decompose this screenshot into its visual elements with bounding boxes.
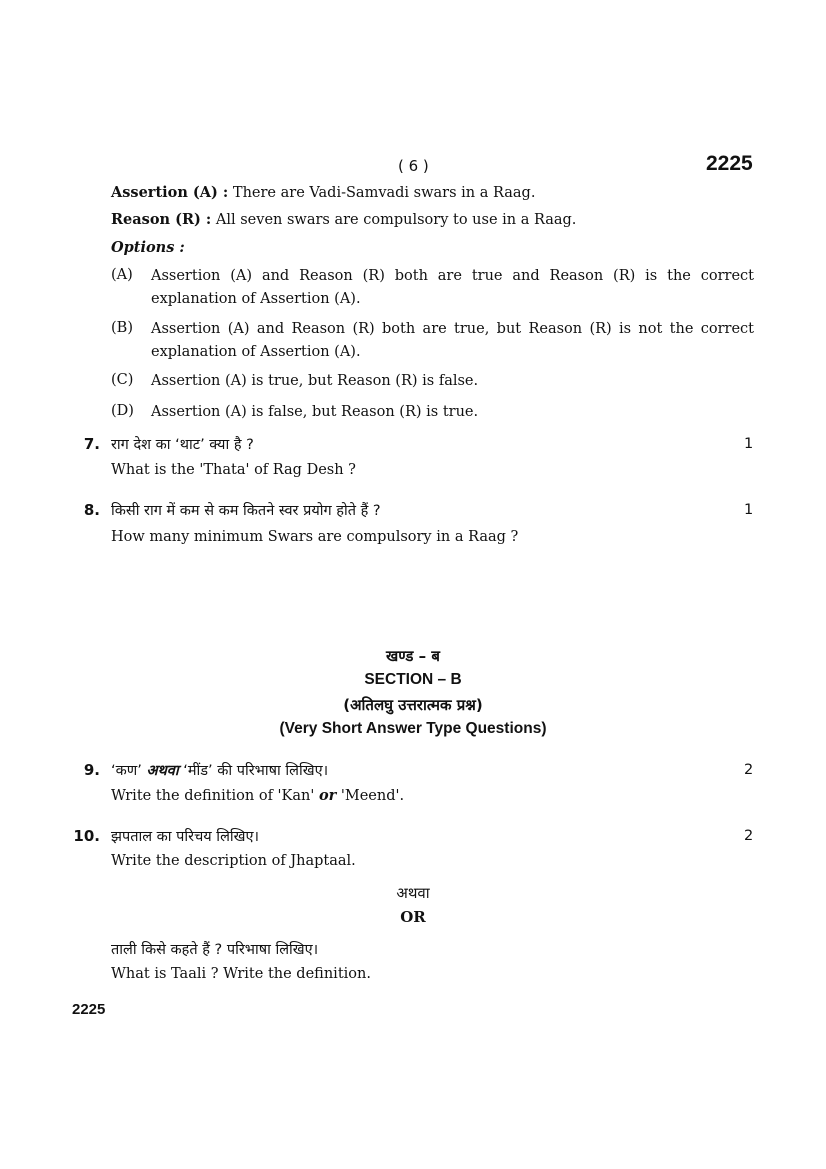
q9-hindi-or: अथवा — [146, 763, 179, 779]
question-marks: 2 — [744, 828, 754, 844]
alt-question-hindi: ताली किसे कहते हैं ? परिभाषा लिखिए। — [111, 942, 319, 958]
section-title: SECTION – B — [364, 671, 462, 688]
or-english: OR — [400, 908, 426, 926]
option-letter: (B) — [111, 320, 133, 336]
q9-english-part-a: Write the definition of 'Kan' — [111, 788, 315, 804]
reason-label: Reason (R) : — [111, 211, 212, 228]
assertion-line — [111, 184, 535, 201]
question-marks: 2 — [744, 762, 754, 778]
question-number: 10. — [73, 827, 100, 845]
question-english — [111, 787, 404, 804]
option-letter: (A) — [111, 267, 133, 283]
question-hindi: झपताल का परिचय लिखिए। — [111, 829, 260, 845]
option-letter: (C) — [111, 372, 134, 388]
option-text: Assertion (A) is true, but Reason (R) is false. — [151, 373, 479, 389]
question-marks: 1 — [744, 436, 754, 452]
assertion-label: Assertion (A) : — [111, 184, 229, 201]
question-number: 8. — [83, 501, 100, 519]
section-hindi-subtitle: (अतिलघु उत्तरात्मक प्रश्न) — [343, 696, 483, 714]
page-number: ( 6 ) — [398, 157, 429, 175]
question-english: How many minimum Swars are compulsory in a Raag ? — [111, 529, 519, 545]
question-hindi: राग देश का ‘थाट’ क्या है ? — [111, 437, 254, 453]
option-text: Assertion (A) is false, but Reason (R) is true. — [151, 404, 479, 420]
q9-hindi-part-a: ‘कण’ — [111, 763, 142, 779]
option-letter: (D) — [111, 403, 134, 419]
section-hindi-title: खण्ड – ब — [386, 647, 440, 665]
option-text: Assertion (A) and Reason (R) both are true and Reason (R) is the correct explanation of Assertion (A). — [151, 268, 754, 307]
paper-code-header: 2225 — [706, 152, 753, 175]
question-english: What is the 'Thata' of Rag Desh ? — [111, 462, 356, 478]
alt-question-english: What is Taali ? Write the definition. — [111, 966, 371, 982]
question-marks: 1 — [744, 502, 754, 518]
question-number: 7. — [83, 435, 100, 453]
q9-english-or: or — [318, 787, 337, 804]
paper-code-footer: 2225 — [72, 1001, 106, 1018]
question-number: 9. — [83, 761, 100, 779]
or-hindi: अथवा — [396, 884, 430, 902]
question-hindi — [111, 760, 328, 780]
reason-text: All seven swars are compulsory to use in a Raag. — [215, 212, 577, 228]
assertion-text: There are Vadi-Samvadi swars in a Raag. — [232, 185, 536, 201]
q9-english-part-b: 'Meend'. — [340, 788, 405, 804]
q9-hindi-part-b: ‘मींड’ की परिभाषा लिखिए। — [183, 763, 329, 779]
option-text: Assertion (A) and Reason (R) both are true, but Reason (R) is not the correct explanation of Assertion (A). — [151, 321, 754, 360]
section-subtitle: (Very Short Answer Type Questions) — [279, 720, 547, 737]
question-english: Write the description of Jhaptaal. — [111, 853, 356, 869]
options-label: Options : — [111, 239, 185, 256]
question-hindi: किसी राग में कम से कम कितने स्वर प्रयोग होते हैं ? — [111, 503, 381, 519]
reason-line — [111, 211, 576, 228]
